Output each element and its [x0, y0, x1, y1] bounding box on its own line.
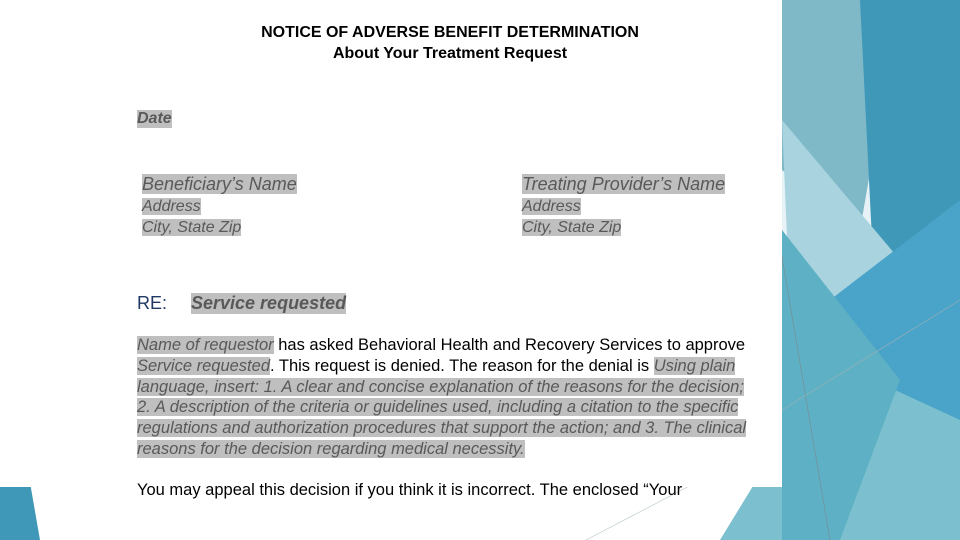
body-paragraph: [137, 335, 759, 460]
notice-title: NOTICE OF ADVERSE BENEFIT DETERMINATION: [261, 24, 639, 41]
body-text-1: has asked Behavioral Health and Recovery Services to approve: [273, 336, 746, 354]
provider-city-state-zip: City, State Zip: [522, 219, 622, 236]
provider-address-block: [522, 174, 725, 238]
date-placeholder: Date: [137, 110, 172, 127]
beneficiary-address-block: [142, 174, 297, 238]
service-placeholder: Service requested: [137, 356, 270, 375]
notice-subtitle: About Your Treatment Request: [332, 45, 568, 62]
re-label: RE:: [137, 293, 168, 313]
reason-placeholder: Using plain language, insert: 1. A clear and concise explanation of the reasons for the decision; 2. A description of the criteria or guidelines used, including a citation to the specific regulations and authorization procedures that support the action; and 3. The clinical reasons for the decision regarding medical necessity.: [137, 356, 747, 458]
requestor-placeholder: Name of requestor: [137, 336, 274, 354]
body-text-2: . This request is denied. The reason for the denial is: [270, 356, 654, 375]
beneficiary-name: Beneficiary’s Name: [142, 174, 297, 194]
re-service-placeholder: Service requested: [191, 293, 347, 313]
appeal-text-cutoff: You may appeal this decision if you think it is incorrect. The enclosed “Your: [137, 481, 683, 499]
beneficiary-city-state-zip: City, State Zip: [142, 219, 242, 236]
beneficiary-address: Address: [142, 198, 201, 215]
provider-address: Address: [522, 198, 581, 215]
provider-name: Treating Provider’s Name: [522, 174, 726, 194]
